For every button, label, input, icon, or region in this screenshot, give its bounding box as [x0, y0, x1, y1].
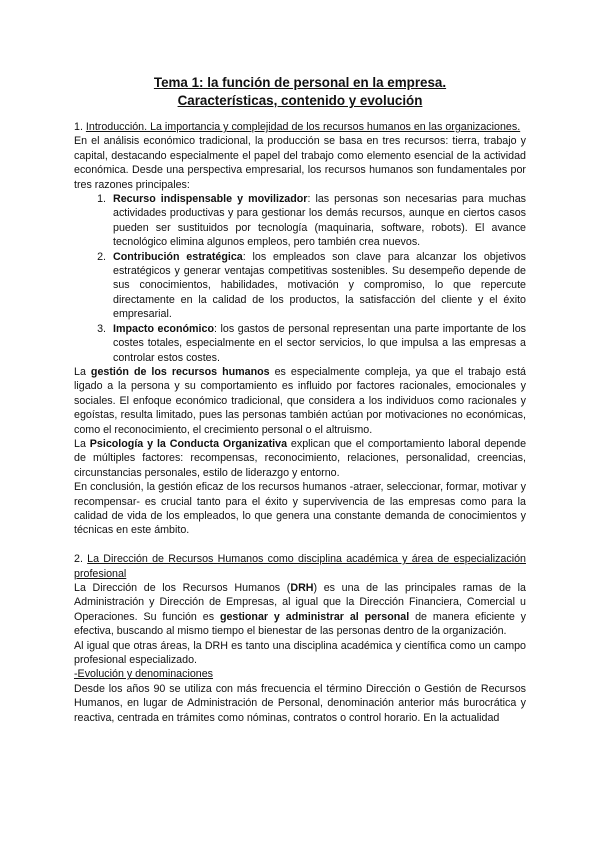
section-2-heading	[74, 552, 526, 581]
reason-title: Recurso indispensable y movilizador	[113, 193, 308, 206]
document-title-line-1: Tema 1: la función de personal en la empresa.	[153, 75, 447, 90]
document-title-line-2: Características, contenido y evolución	[177, 93, 423, 108]
section-1-intro: En el análisis económico tradicional, la producción se basa en tres recursos: tierra, trabajo y capital, destacando especialmente el papel del trabajo como elemento esencial de la actividad económica. Desde una perspectiva empresarial, los recursos humanos son fundamentales por tres razones principales:	[74, 135, 526, 191]
paragraph-text: La	[74, 437, 90, 450]
section-1-paragraph-2	[74, 365, 526, 437]
reason-title: Contribución estratégica	[113, 250, 243, 263]
section-1-heading-text: Introducción. La importancia y complejidad de los recursos humanos en las organizaciones.	[85, 121, 521, 133]
reason-text: : las personas son necesarias para muchas actividades productivas y para gestionar los demás recursos, aunque en ciertos casos pueden ser sustituidos por tecnología (maquinaria, software, robots). El avance tecnológico elimina algunos empleos, pero también crea nuevos.	[113, 193, 526, 249]
document-body	[74, 120, 526, 725]
reason-text: : los gastos de personal representan una parte importante de los costes totales, especialmente en el sector servicios, lo que impulsa a las empresas a controlar estos costes.	[113, 322, 526, 364]
section-2-number: 2.	[74, 553, 83, 566]
paragraph-text: La Dirección de los Recursos Humanos (	[74, 581, 291, 594]
paragraph-bold: gestión de los recursos humanos	[90, 365, 270, 378]
reason-item	[109, 250, 526, 322]
paragraph-text: La	[74, 365, 91, 378]
paragraph-text: de manera eficiente y efectiva, buscando al mismo tiempo el bienestar de las personas dentro de la organización.	[74, 610, 526, 638]
section-1-number: 1.	[74, 121, 83, 133]
paragraph-text: ) es una de las principales ramas de la Administración y Dirección de Empresas, al igual que la Dirección Financiera, Comercial u Operaciones. Su función es	[74, 581, 526, 623]
reason-title: Impacto económico	[113, 322, 214, 335]
section-2-paragraph-1	[74, 581, 526, 639]
section-2-paragraph-2: Al igual que otras áreas, la DRH es tanto una disciplina académica y científica como un campo profesional especializado.	[74, 639, 526, 667]
section-2-subheading: -Evolución y denominaciones	[74, 668, 214, 681]
paragraph-bold: DRH	[290, 581, 314, 594]
reason-text: : los empleados son clave para alcanzar los objetivos estratégicos y generar ventajas competitivas sostenibles. Su desempeño depende de sus conocimientos, habilidades, motivación y compromiso, lo que repercute directamente en la calidad de los productos, la satisfacción del cliente y el éxito empresarial.	[113, 250, 526, 321]
section-1-heading	[74, 120, 526, 134]
section-2-heading-text: La Dirección de Recursos Humanos como disciplina académica y área de especialización profesional	[74, 553, 526, 580]
section-1-paragraph-3	[74, 437, 526, 480]
paragraph-bold: gestionar y administrar al personal	[219, 610, 410, 623]
section-2-paragraph-3: Desde los años 90 se utiliza con más frecuencia el término Dirección o Gestión de Recursos Humanos, en lugar de Administración de Personal, denominación anterior más burocrática y reactiva, centrada en trámites como nóminas, contratos o control horario. En la actualidad	[74, 682, 526, 724]
paragraph-text: explican que el comportamiento laboral depende de múltiples factores: recompensas, reconocimiento, relaciones, personalidad, creencias, circunstancias personales, estilo de liderazgo y entorno.	[74, 437, 527, 479]
reason-item	[109, 322, 526, 365]
paragraph-bold: Psicología y la Conducta Organizativa	[89, 437, 288, 450]
reasons-list	[74, 192, 526, 365]
paragraph-text: es especialmente compleja, ya que el trabajo está ligado a la persona y su comportamiento es influido por factores racionales, emocionales y sociales. El enfoque económico tradicional, que considera a los individuos como racionales y egoístas, resulta limitado, pues las personas también actúan por motivaciones no económicas, como el reconocimiento, el crecimiento personal o el altruismo.	[74, 365, 527, 436]
reason-item	[109, 192, 526, 250]
section-1-conclusion: En conclusión, la gestión eficaz de los recursos humanos -atraer, seleccionar, formar, motivar y recompensar- es crucial tanto para el éxito y supervivencia de las empresas como para la calidad de vida de los empleados, lo que genera una constante demanda de conocimientos y técnicas en este ámbito.	[74, 481, 526, 537]
section-spacer	[74, 538, 526, 552]
